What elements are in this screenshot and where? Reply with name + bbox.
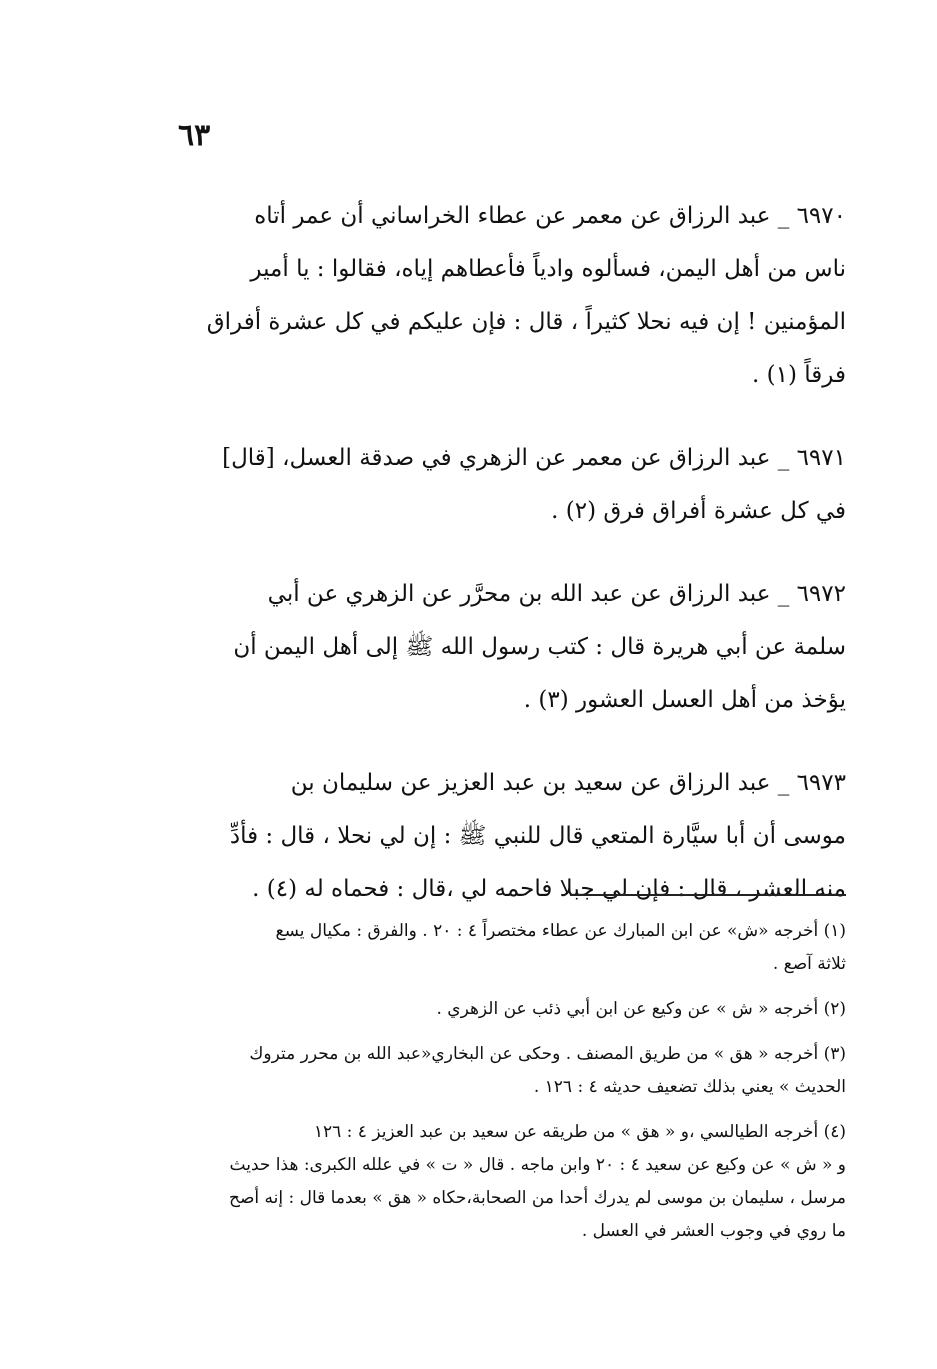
text-line: ٦٩٧٢ _ عبد الرزاق عن عبد الله بن محرَّر عن الزهري عن أبي xyxy=(267,581,846,607)
text-line: المؤمنين ! إن فيه نحلا كثيراً ، قال : فإن عليكم في كل عشرة أفراق xyxy=(206,309,846,335)
text-line: منه العشر ، قال : فإن لي جبلا فاحمه لي ،قال : فحماه له (٤) . xyxy=(252,876,846,902)
footnote-divider xyxy=(570,894,846,896)
page-number: ٦٣ xyxy=(178,118,211,153)
footnote-2 xyxy=(160,993,846,1026)
text-line: ٦٩٧١ _ عبد الرزاق عن معمر عن الزهري في صدقة العسل، [قال] xyxy=(222,445,846,471)
text-line: ٦٩٧٣ _ عبد الرزاق عن سعيد بن عبد العزيز عن سليمان بن xyxy=(290,770,846,796)
footnotes xyxy=(160,915,846,1260)
footnote-1 xyxy=(160,915,846,981)
footnote-line: (٤) أخرجه الطيالسي ،و « هق » من طريقه عن سعيد بن عبد العزيز ٤ : ١٢٦ xyxy=(313,1122,846,1142)
footnote-line: و « ش » عن وكيع عن سعيد ٤ : ٢٠ وابن ماجه . قال « ت » في علله الكبرى: هذا حديث xyxy=(229,1155,846,1175)
footnote-4 xyxy=(160,1116,846,1248)
footnote-line: ثلاثة آصع . xyxy=(772,954,846,974)
main-text xyxy=(168,190,846,946)
footnote-line: (٣) أخرجه « هق » من طريق المصنف . وحكى عن البخاري«عبد الله بن محرر متروك xyxy=(249,1044,846,1064)
text-line: فرقاً (١) . xyxy=(752,362,846,388)
text-line: ٦٩٧٠ _ عبد الرزاق عن معمر عن عطاء الخراساني أن عمر أتاه xyxy=(254,203,846,229)
text-line: سلمة عن أبي هريرة قال : كتب رسول الله ﷺ إلى أهل اليمن أن xyxy=(233,634,846,660)
hadith-6971 xyxy=(168,432,846,538)
hadith-6970 xyxy=(168,190,846,402)
footnote-3 xyxy=(160,1038,846,1104)
text-line: موسى أن أبا سيَّارة المتعي قال للنبي ﷺ : إن لي نحلا ، قال : فأدِّ xyxy=(229,823,846,849)
footnote-line: ما روي في وجوب العشر في العسل . xyxy=(581,1221,846,1241)
text-line: يؤخذ من أهل العسل العشور (٣) . xyxy=(523,687,846,713)
footnote-line: مرسل ، سليمان بن موسى لم يدرك أحدا من الصحابة،حكاه « هق » بعدما قال : إنه أصح xyxy=(228,1188,846,1208)
footnote-line: (٢) أخرجه « ش » عن وكيع عن ابن أبي ذئب عن الزهري . xyxy=(436,999,846,1019)
text-line: ناس من أهل اليمن، فسألوه وادياً فأعطاهم إياه، فقالوا : يا أمير xyxy=(250,256,846,282)
text-line: في كل عشرة أفراق فرق (٢) . xyxy=(551,498,846,524)
footnote-line: (١) أخرجه «ش» عن ابن المبارك عن عطاء مختصراً ٤ : ٢٠ . والفرق : مكيال يسع xyxy=(275,921,846,941)
footnote-line: الحديث » يعني بذلك تضعيف حديثه ٤ : ١٢٦ . xyxy=(533,1077,846,1097)
hadith-6972 xyxy=(168,568,846,727)
hadith-6973 xyxy=(168,757,846,916)
